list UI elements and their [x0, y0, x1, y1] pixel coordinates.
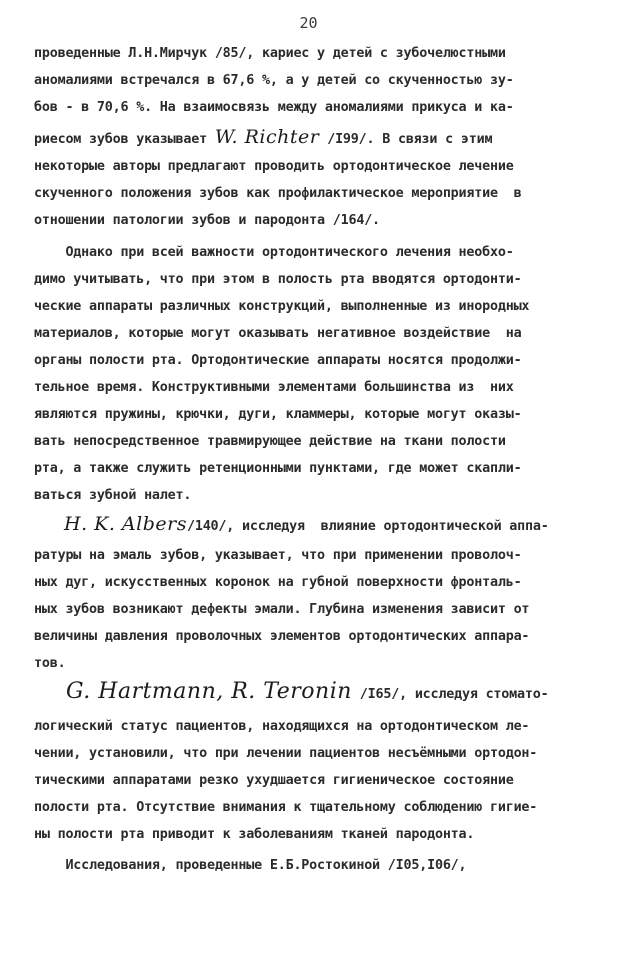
text-line-10: ческие аппараты различных конструкций, выполненные из инородных: [34, 299, 530, 314]
text-line-26: чении, установили, что при лечении пациентов несъёмными ортодон-: [34, 746, 538, 761]
text-line-14: являются пружины, крючки, дуги, кламмеры, которые могут оказы-: [34, 407, 522, 422]
handwritten-authors-hartmann-teronin: G. Hartmann, R. Teronin: [66, 679, 352, 704]
text-line-7: отношении патологии зубов и пародонта /164/.: [34, 213, 380, 228]
text-line-18-end: /140/, исследуя влияние ортодонтической аппа-: [186, 519, 549, 534]
text-line-9: димо учитывать, что при этом в полость рта вводятся ортодонти-: [34, 272, 522, 287]
text-line-6: скученного положения зубов как профилактическое мероприятие в: [34, 186, 522, 201]
text-line-4: [34, 128, 492, 149]
text-line-12: органы полости рта. Ортодонтические аппараты носятся продолжи-: [34, 353, 522, 368]
text-line-25: логический статус пациентов, находящихся на ортодонтическом ле-: [34, 719, 530, 734]
text-line-24: [66, 679, 549, 704]
text-line-20: ных дуг, искусственных коронок на губной поверхности фронталь-: [34, 575, 522, 590]
text-line-11: материалов, которые могут оказывать негативное воздействие на: [34, 326, 522, 341]
text-line-16: рта, а также служить ретенционными пунктами, где может скапли-: [34, 461, 522, 476]
handwritten-author-richter: W. Richter: [214, 126, 320, 148]
text-line-15: вать непосредственное травмирующее действие на ткани полости: [34, 434, 506, 449]
text-line-29: ны полости рта приводит к заболеваниям тканей пародонта.: [34, 827, 475, 842]
page-number: 20: [299, 14, 318, 32]
text-line-13: тельное время. Конструктивными элементами большинства из них: [34, 380, 514, 395]
text-line-17: ваться зубной налет.: [34, 488, 192, 503]
text-line-19: ратуры на эмаль зубов, указывает, что при применении проволоч-: [34, 548, 522, 563]
text-line-4-start: риесом зубов указывает: [34, 132, 215, 147]
text-line-2: аномалиями встречался в 67,6 %, а у детей со скученностью зу-: [34, 73, 514, 88]
text-line-24-end: /I65/, исследуя стомато-: [351, 687, 549, 702]
text-line-21: ных зубов возникают дефекты эмали. Глубина изменения зависит от: [34, 602, 530, 617]
text-line-22: величины давления проволочных элементов ортодонтических аппара-: [34, 629, 530, 644]
text-line-1: проведенные Л.Н.Мирчук /85/, кариес у детей с зубочелюстными: [34, 46, 506, 61]
text-line-23: тов.: [34, 656, 66, 671]
text-line-28: полости рта. Отсутствие внимания к тщательному соблюдению гигие-: [34, 800, 538, 815]
text-line-5: некоторые авторы предлагают проводить ортодонтическое лечение: [34, 159, 514, 174]
text-line-4-end: /I99/. В связи с этим: [319, 132, 493, 147]
text-line-18: [64, 515, 549, 536]
text-line-8: Однако при всей важности ортодонтического лечения необхо-: [34, 245, 514, 260]
text-line-3: бов - в 70,6 %. На взаимосвязь между аномалиями прикуса и ка-: [34, 100, 514, 115]
text-line-27: тическими аппаратами резко ухудшается гигиеническое состояние: [34, 773, 514, 788]
handwritten-author-albers: H. K. Albers: [64, 513, 187, 535]
text-line-30: Исследования, проведенные Е.Б.Ростокиной /I05,I06/,: [34, 858, 467, 873]
